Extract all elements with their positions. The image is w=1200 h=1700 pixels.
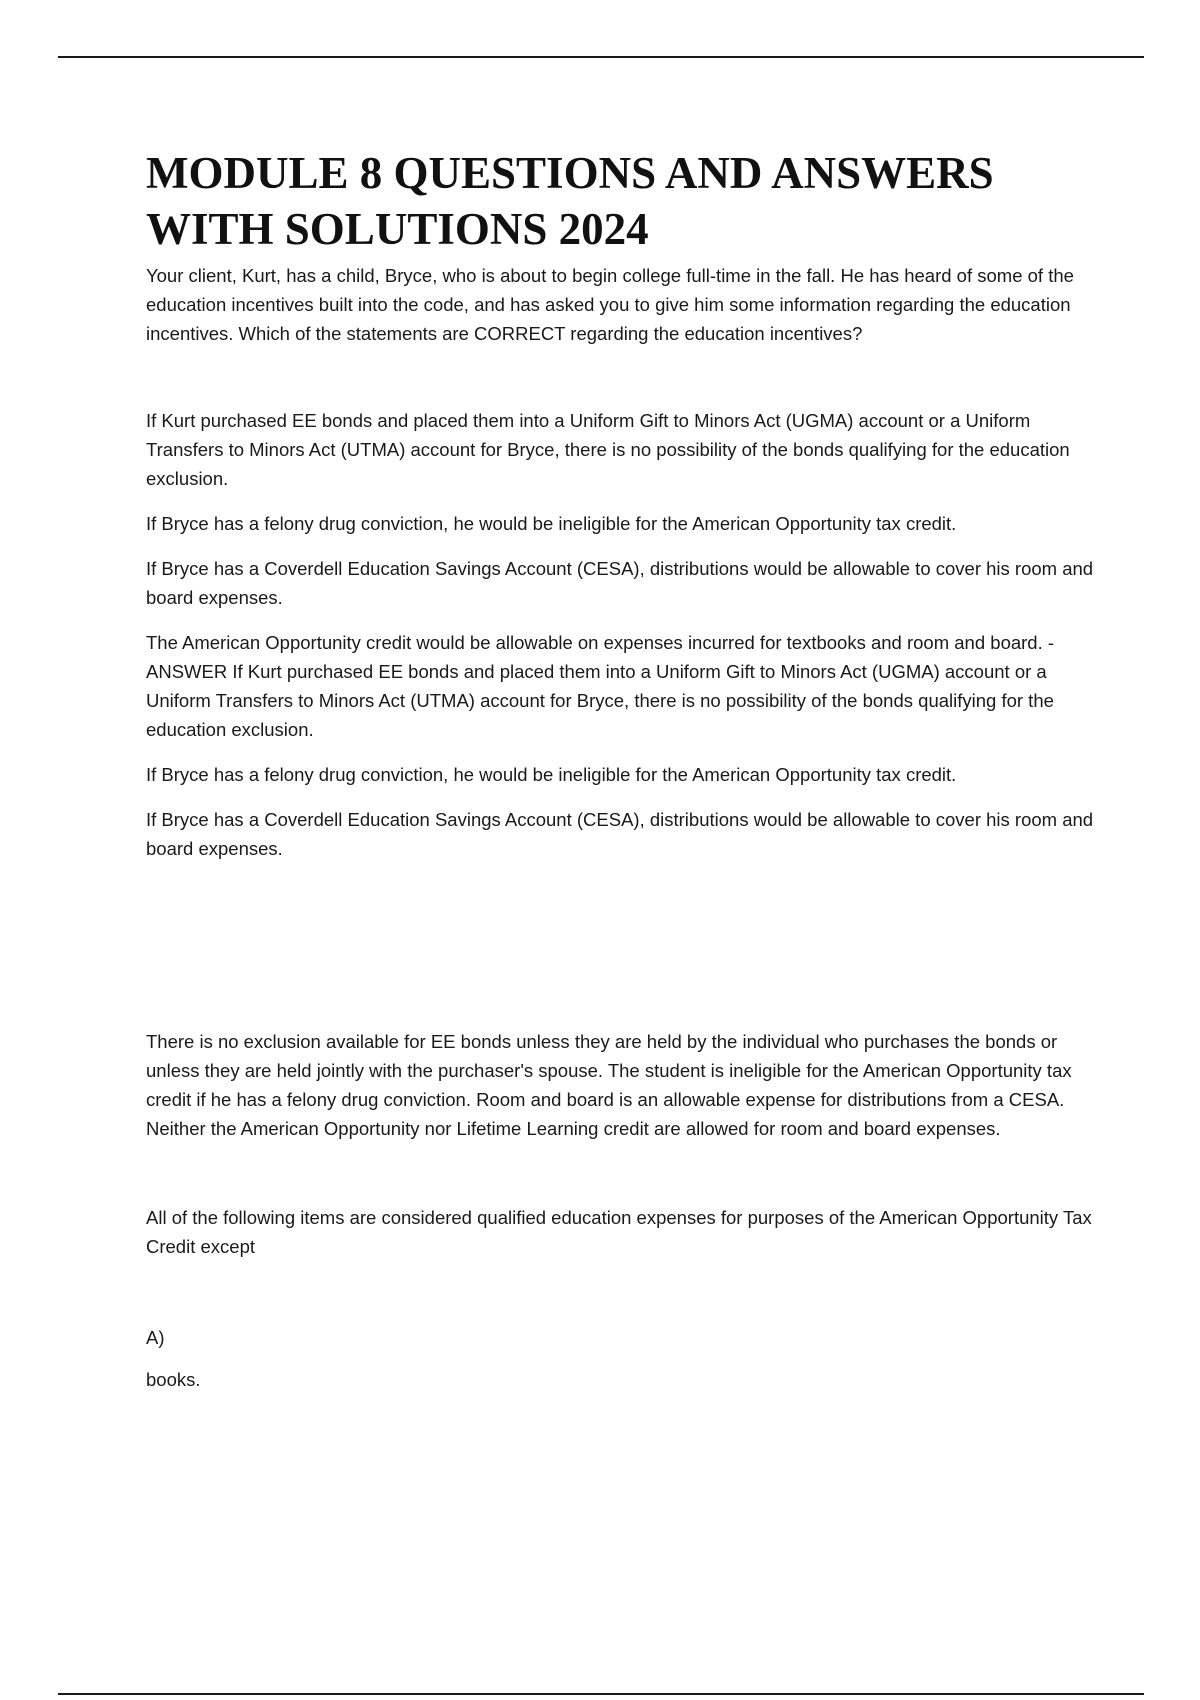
- question-1-option-3: If Bryce has a Coverdell Education Savings Account (CESA), distributions would be allowable to cover his room and board expenses.: [146, 558, 1094, 608]
- document-title: MODULE 8 QUESTIONS AND ANSWERS WITH SOLUTIONS 2024: [146, 148, 994, 254]
- question-1-option-4-with-answer: The American Opportunity credit would be allowable on expenses incurred for textbooks and room and board. - ANSWER If Kurt purchased EE bonds and placed them into a Uniform Gift to Minors Act (UGMA) account or a Uniform Transfers to Minors Act (UTMA) account for Bryce, there is no possibility of the bonds qualifying for the education exclusion.: [146, 632, 1055, 740]
- question-1-explanation: There is no exclusion available for EE bonds unless they are held by the individual who purchases the bonds or unless they are held jointly with the purchaser's spouse. The student is ineligible for the American Opportunity tax credit if he has a felony drug conviction. Room and board is an allowable expense for distributions from a CESA. Neither the American Opportunity nor Lifetime Learning credit are allowed for room and board expenses.: [146, 1031, 1072, 1139]
- question-1-answer-line-2: If Bryce has a Coverdell Education Savings Account (CESA), distributions would be allowable to cover his room and board expenses.: [146, 809, 1094, 859]
- question-1-option-1: If Kurt purchased EE bonds and placed them into a Uniform Gift to Minors Act (UGMA) account or a Uniform Transfers to Minors Act (UTMA) account for Bryce, there is no possibility of the bonds qualifying for the education exclusion.: [146, 410, 1070, 489]
- top-rule: [58, 56, 1144, 58]
- question-2-prompt: All of the following items are considered qualified education expenses for purposes of the American Opportunity Tax Credit except: [146, 1207, 1092, 1257]
- question-1-prompt: Your client, Kurt, has a child, Bryce, who is about to begin college full-time in the fall. He has heard of some of the education incentives built into the code, and has asked you to give him some information regarding the education incentives. Which of the statements are CORRECT regarding the education incentives?: [146, 265, 1074, 344]
- bottom-rule: [58, 1693, 1144, 1695]
- question-1-option-2: If Bryce has a felony drug conviction, he would be ineligible for the American Opportunity tax credit.: [146, 513, 957, 534]
- question-1-answer-line-1: If Bryce has a felony drug conviction, he would be ineligible for the American Opportunity tax credit.: [146, 764, 957, 785]
- question-2-option-text: books.: [146, 1369, 201, 1390]
- question-2-option-label: A): [146, 1327, 165, 1348]
- document-body: [146, 145, 1096, 1394]
